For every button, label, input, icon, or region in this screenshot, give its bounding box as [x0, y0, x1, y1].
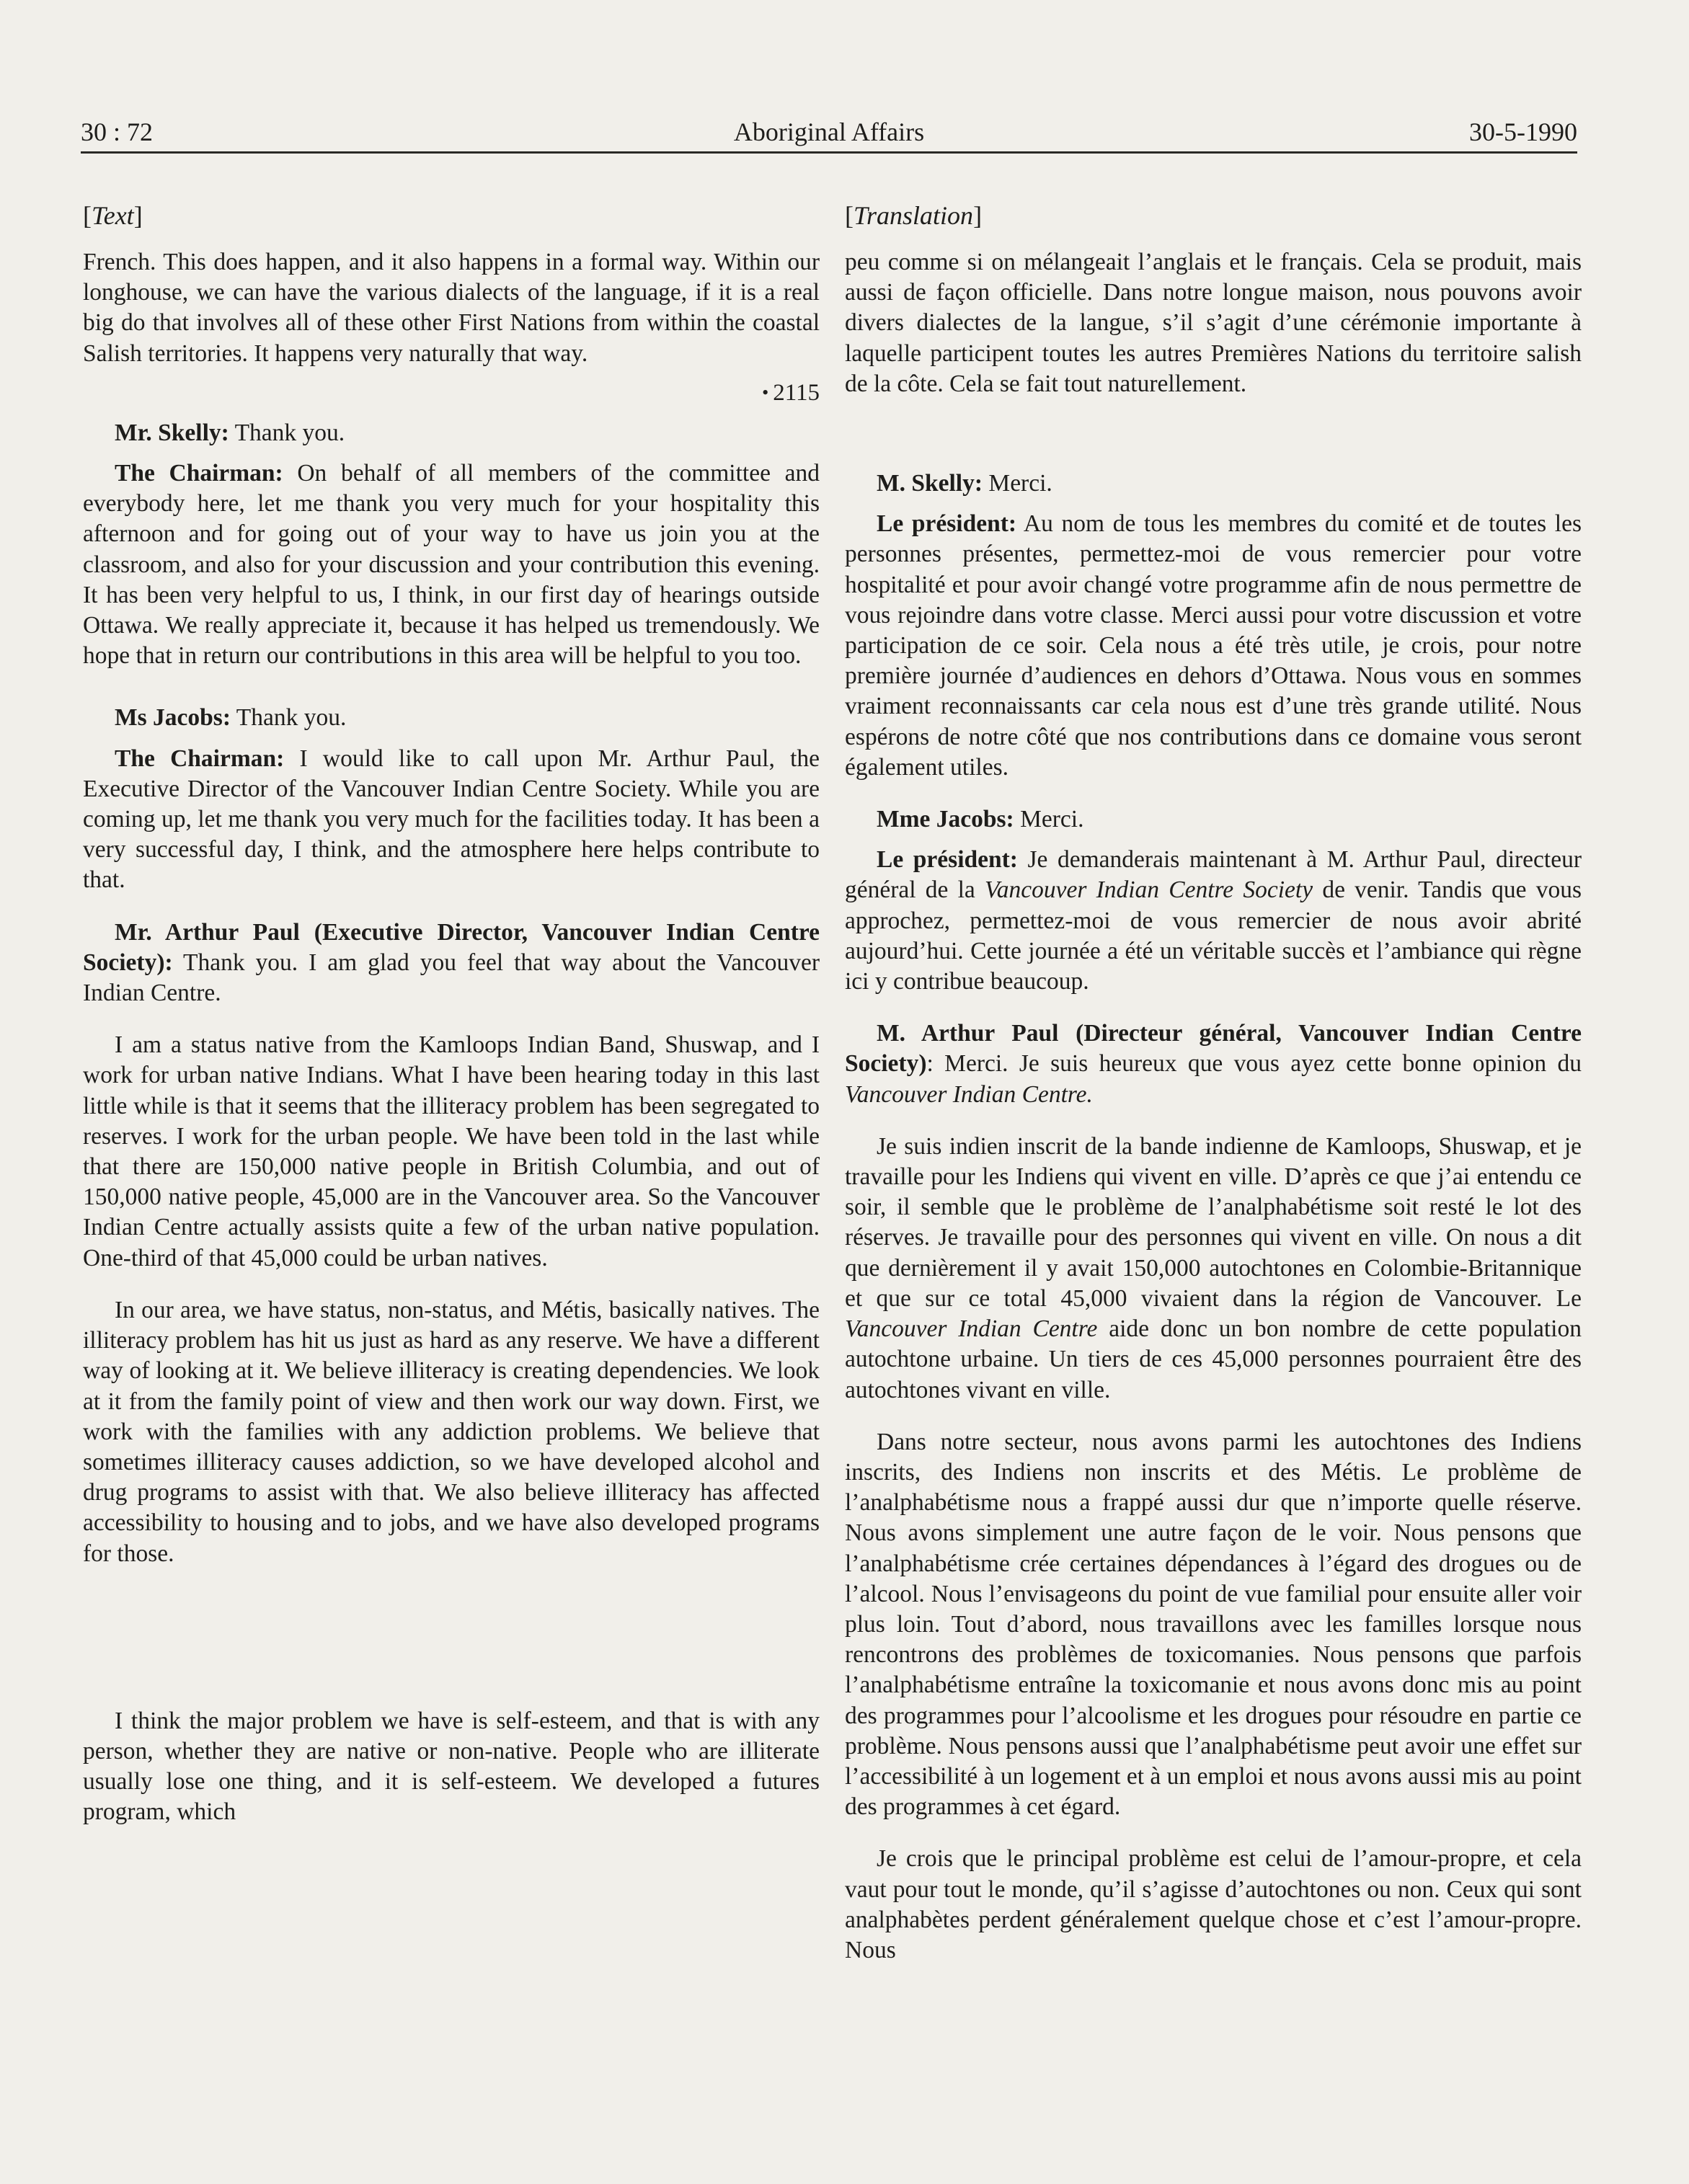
paragraph: Mr. Arthur Paul (Executive Director, Vancouver Indian Centre Society): Thank you. I am glad you feel that way about the Vancouver Indian Centre. — [83, 918, 820, 1007]
running-title: Aboriginal Affairs — [733, 117, 925, 146]
paragraph: I think the major problem we have is self-esteem, and that is with any person, whether they are native or non-native. People who are illiterate usually lose one thing, and it is self-esteem. We developed a futures program, which — [83, 1707, 820, 1826]
paragraph: M. Skelly: Merci. — [877, 470, 1052, 497]
speaker-name: Mr. Skelly: — [115, 419, 229, 446]
paragraph: Le président: Je demanderais maintenant à M. Arthur Paul, directeur général de la Vancouver Indian Centre Society de venir. Tandis que vous approchez, permettez-moi de vous remercier de nous avoir abrité aujourd’hui. Cette journée a été un véritable succès et l’ambiance qui règne ici y contribue beaucoup. — [845, 846, 1582, 995]
paragraph: Je crois que le principal problème est celui de l’amour-propre, et cela vaut pour tout le monde, qu’il s’agisse d’autochtones ou non. Ceux qui sont analphabètes perdent généralement quelque chose et c’est l’amour-propre. Nous — [845, 1845, 1582, 1963]
speaker-name: M. Arthur Paul (Directeur général, Vancouver Indian Centre Society) — [845, 1020, 1582, 1078]
paragraph: Mme Jacobs: Merci. — [877, 806, 1084, 833]
speaker-name: Mme Jacobs: — [877, 806, 1014, 833]
paragraph: Dans notre secteur, nous avons parmi les autochtones des Indiens inscrits, des Indiens non inscrits et des Métis. Le problème de l’analphabétisme nous a frappé aussi dur que n’importe quelle réserve. Nous avons simplement une autre façon de le voir. Nous pensons que l’analphabétisme crée certaines dépendances à l’égard des drogues ou de l’alcool. Nous l’envisageons du point de vue familial pour ensuite aller voir plus loin. Tout d’abord, nous travaillons avec les familles lorsque nous rencontrons des problèmes de toxicomanies. Nous pensons que parfois l’analphabétisme entraîne la toxicomanie et nous avons donc mis au point des programmes pour l’alcoolisme et les drogues pour résoudre en partie ce problème. Nous pensons aussi que l’analphabétisme peut avoir une effet sur l’accessibilité à un logement et à un emploi et nous avons aussi mis au point des programmes à cet égard. — [845, 1428, 1582, 1821]
paragraph: M. Arthur Paul (Directeur général, Vancouver Indian Centre Society): Merci. Je suis heureux que vous ayez cette bonne opinion du Vancouver Indian Centre. — [845, 1020, 1582, 1108]
english-column — [83, 198, 820, 1828]
paragraph: The Chairman: I would like to call upon Mr. Arthur Paul, the Executive Director of the Vancouver Indian Centre Society. While you are coming up, let me thank you very much for the facilities today. It has been a very successful day, I think, and the atmosphere here helps contribute to that. — [83, 745, 820, 894]
french-column — [845, 198, 1582, 1966]
paragraph: Mr. Skelly: Thank you. — [115, 419, 345, 446]
speaker-name: The Chairman: — [115, 745, 285, 772]
paragraph: French. This does happen, and it also happens in a formal way. Within our longhouse, we can have the various dialects of the language, if it is a real big do that involves all of these other First Nations from within the coastal Salish territories. It happens very naturally that way. — [83, 249, 820, 367]
translation-tag: [Translation] — [845, 201, 983, 230]
speaker-name: M. Skelly: — [877, 470, 983, 497]
speaker-name: Le président: — [877, 846, 1018, 874]
meeting-date: 30-5-1990 — [1469, 117, 1577, 146]
bullet-icon: • — [762, 381, 769, 403]
page-header — [81, 108, 1577, 154]
speaker-name: Le président: — [877, 510, 1017, 538]
paragraph: I am a status native from the Kamloops Indian Band, Shuswap, and I work for urban native Indians. What I have been hearing today in this last little while is that it seems that the illiteracy problem has been segregated to reserves. I work for the urban people. We have been told in the last while that there are 150,000 native people in British Columbia, and out of 150,000 native people, 45,000 are in the Vancouver area. So the Vancouver Indian Centre actually assists quite a few of the urban native population. One-third of that 45,000 could be urban natives. — [83, 1031, 820, 1271]
speaker-name: The Chairman: — [115, 460, 283, 487]
paragraph: Je suis indien inscrit de la bande indienne de Kamloops, Shuswap, et je travaille pour les Indiens qui vivent en ville. D’après ce que j’ai entendu ce soir, il semble que le problème de l’analphabétisme soit resté le lot des réserves. Je travaille pour des personnes qui vivent en ville. On nous a dit que dernièrement il y avait 150,000 autochtones en Colombie-Britannique et que sur ce total 45,000 vivaient dans la région de Vancouver. Le Vancouver Indian Centre aide donc un bon nombre de cette population autochtone urbaine. Un tiers de ces 45,000 personnes pourraient être des autochtones vivant en ville. — [845, 1132, 1582, 1403]
time-marker: • 2115 — [762, 379, 820, 406]
speaker-name: Mr. Arthur Paul (Executive Director, Vancouver Indian Centre Society): — [83, 918, 820, 976]
paragraph: peu comme si on mélangeait l’anglais et le français. Cela se produit, mais aussi de façon officielle. Dans notre longue maison, nous pouvons avoir divers dialectes de la langue, s’il s’agit d’une cérémonie importante à laquelle participent toutes les autres Premières Nations du territoire salish de la côte. Cela se fait tout naturellement. — [845, 249, 1582, 397]
text-tag: [Text] — [83, 201, 143, 230]
paragraph: Le président: Au nom de tous les membres du comité et de toutes les personnes présentes, permettez-moi de vous remercier pour votre hospitalité et pour avoir changé votre programme afin de nous permettre de vous rejoindre dans votre classe. Merci aussi pour votre discussion et votre participation de ce soir. Cela nous a été très utile, je crois, pour notre première journée d’audiences en dehors d’Ottawa. Nous vous en sommes vraiment reconnaissants car cela nous est d’une très grande utilité. Nous espérons de notre côté que nos contributions dans ce domaine vous seront également utiles. — [845, 510, 1582, 781]
paragraph: Ms Jacobs: Thank you. — [115, 704, 347, 732]
page-number: 30 : 72 — [81, 117, 154, 146]
paragraph: The Chairman: On behalf of all members of the committee and everybody here, let me thank you very much for your hospitality this afternoon and for going out of your way to have us join you at the classroom, and also for your discussion and your contribution this evening. It has been very helpful to us, I think, in our first day of hearings outside Ottawa. We really appreciate it, because it has helped us tremendously. We hope that in return our contributions in this area will be helpful to you too. — [83, 460, 820, 670]
paragraph: In our area, we have status, non-status, and Métis, basically natives. The illiteracy problem has hit us just as hard as any reserve. We have a different way of looking at it. We believe illiteracy is creating dependencies. We look at it from the family point of view and then work our way down. First, we work with the families with any addiction problems. We believe that sometimes illiteracy causes addiction, so we have developed alcohol and drug programs to assist with that. We also believe illiteracy has affected accessibility to housing and to jobs, and we have also developed programs for those. — [83, 1296, 820, 1567]
speaker-name: Ms Jacobs: — [115, 704, 231, 732]
